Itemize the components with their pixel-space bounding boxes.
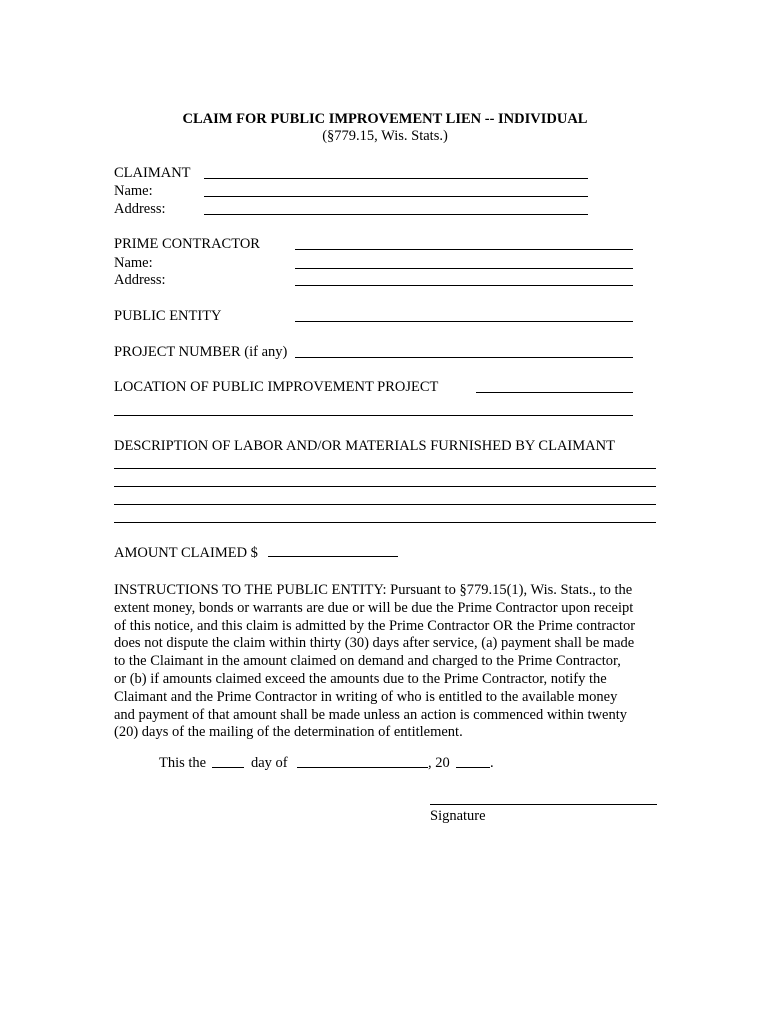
prime-contractor-heading: PRIME CONTRACTOR [114, 236, 260, 252]
prime-contractor-field[interactable] [295, 249, 633, 250]
project-number-field[interactable] [295, 357, 633, 358]
project-number-label: PROJECT NUMBER (if any) [114, 344, 288, 360]
claimant-name-field[interactable] [204, 196, 588, 197]
form-subtitle: (§779.15, Wis. Stats.) [322, 128, 448, 144]
description-field-line-3[interactable] [114, 504, 656, 505]
prime-contractor-address-label: Address: [114, 272, 166, 288]
date-day-field[interactable] [212, 767, 244, 768]
prime-contractor-name-label: Name: [114, 255, 153, 271]
instructions-line: extent money, bonds or warrants are due or will be due the Prime Contractor upon receipt [114, 599, 634, 616]
public-entity-label: PUBLIC ENTITY [114, 308, 222, 324]
signature-field[interactable] [430, 804, 657, 805]
date-period: . [490, 755, 494, 771]
amount-claimed-field[interactable] [268, 556, 398, 557]
instructions-line: of this notice, and this claim is admitted by the Prime Contractor OR the Prime contractor [114, 617, 636, 634]
instructions-paragraph [114, 582, 674, 742]
date-this-the: This the [159, 755, 207, 771]
date-day-of: day of [251, 755, 288, 771]
instructions-line: or (b) if amounts claimed exceed the amounts due to the Prime Contractor, notify the [114, 670, 607, 687]
instructions-line: to the Claimant in the amount claimed on demand and charged to the Prime Contractor, [114, 653, 621, 670]
date-comma-20: , 20 [428, 755, 450, 771]
claimant-address-label: Address: [114, 201, 166, 217]
amount-claimed-label: AMOUNT CLAIMED $ [114, 545, 258, 561]
instructions-line: does not dispute the claim within thirty (30) days after service, (a) payment shall be made [114, 635, 635, 652]
location-field-line-2[interactable] [114, 415, 633, 416]
claimant-address-field[interactable] [204, 214, 588, 215]
instructions-line: (20) days of the mailing of the determination of entitlement. [114, 724, 463, 741]
prime-contractor-name-field[interactable] [295, 268, 633, 269]
public-entity-field[interactable] [295, 321, 633, 322]
description-field-line-2[interactable] [114, 486, 656, 487]
signature-label: Signature [430, 808, 486, 824]
instructions-line: and payment of that amount shall be made unless an action is commenced within twenty [114, 706, 628, 723]
prime-contractor-address-field[interactable] [295, 285, 633, 286]
location-field[interactable] [476, 392, 633, 393]
claimant-name-label: Name: [114, 183, 153, 199]
claimant-field[interactable] [204, 178, 588, 179]
description-label: DESCRIPTION OF LABOR AND/OR MATERIALS FURNISHED BY CLAIMANT [114, 438, 615, 454]
instructions-line: INSTRUCTIONS TO THE PUBLIC ENTITY: Pursuant to §779.15(1), Wis. Stats., to the [114, 582, 633, 598]
form-title: CLAIM FOR PUBLIC IMPROVEMENT LIEN -- INDIVIDUAL [182, 111, 588, 127]
date-month-field[interactable] [297, 767, 428, 768]
instructions-line: Claimant and the Prime Contractor in writing of who is entitled to the available money [114, 688, 618, 705]
description-field-line-1[interactable] [114, 468, 656, 469]
location-label: LOCATION OF PUBLIC IMPROVEMENT PROJECT [114, 379, 439, 395]
description-field-line-4[interactable] [114, 522, 656, 523]
claimant-heading: CLAIMANT [114, 165, 191, 181]
date-year-field[interactable] [456, 767, 490, 768]
